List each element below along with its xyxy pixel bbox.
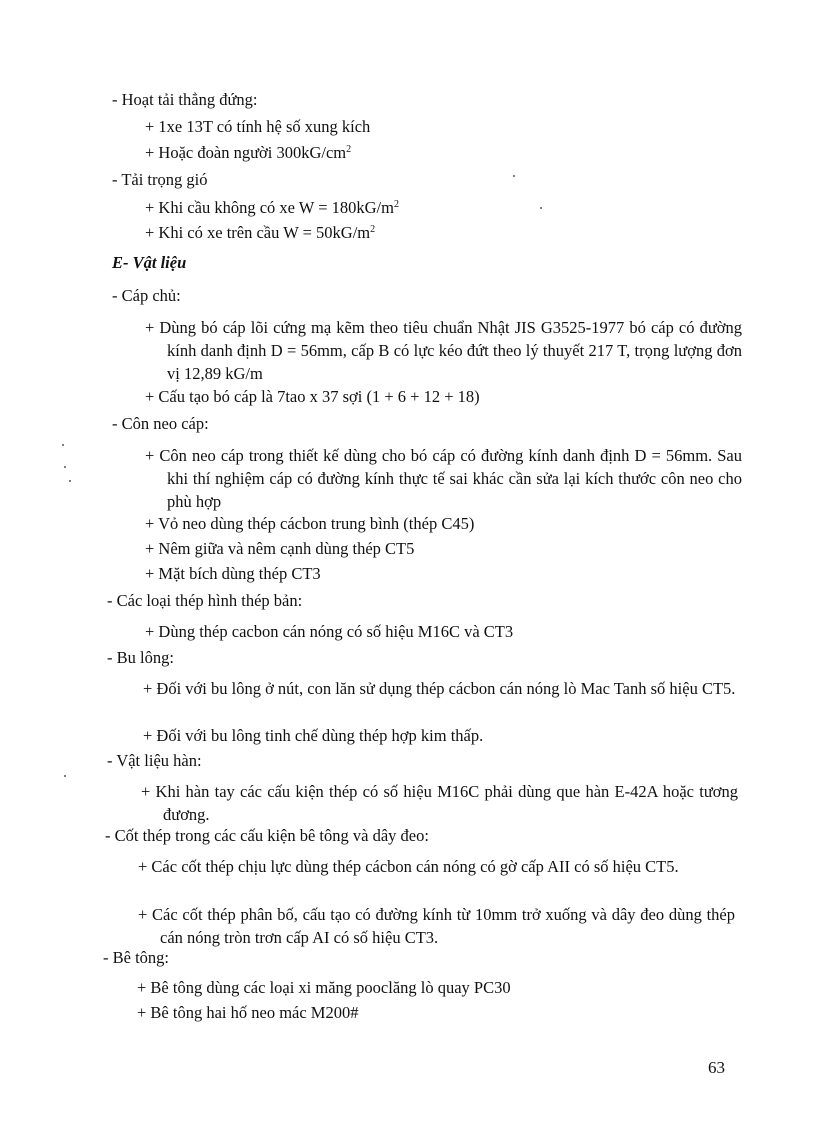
paragraph: + Khi hàn tay các cấu kiện thép có số hiệu M16C phải dùng que hàn E-42A hoặc tương đương. [141,782,738,824]
text-line: + Mặt bích dùng thép CT3 [145,564,321,583]
text-line: + Cấu tạo bó cáp là 7tao x 37 sợi (1 + 6 + 12 + 18) [145,387,480,406]
scan-speck [64,466,66,468]
paragraph: + Côn neo cáp trong thiết kế dùng cho bó cáp có đường kính danh định D = 56mm. Sau khi thí nghiệm cáp có đường kính thực tế sai khác cần sửa lại kích thước côn neo cho phù hợp [145,446,742,511]
text-line: - Bu lông: [107,648,174,667]
text-line: - Hoạt tải thẳng đứng: [112,90,258,109]
scan-speck [540,207,542,209]
text-line: + Nêm giữa và nêm cạnh dùng thép CT5 [145,539,415,558]
text-line: + Hoặc đoàn người $300kG/cm^2$ [145,143,352,162]
text-line: - Các loại thép hình thép bản: [107,591,303,610]
text-line: - Côn neo cáp: [112,414,209,433]
text-line: + Khi cầu không có xe $W = 180kG/m^2$ [145,198,399,217]
text-line: + Vỏ neo dùng thép cácbon trung bình (thép C45) [145,514,475,533]
paragraph: + Các cốt thép chịu lực dùng thép cácbon cán nóng có gờ cấp AII có số hiệu CT5. [138,857,679,876]
scan-speck [64,775,66,777]
page-number: 63 [708,1058,725,1077]
text-line: - Tải trọng gió [112,170,208,189]
text-line: + Khi có xe trên cầu $W = 50kG/m^2$ [145,223,376,242]
scan-speck [513,175,515,177]
text-line: - Cáp chủ: [112,286,181,305]
text-line: + Bê tông dùng các loại xi măng pooclăng lò quay PC30 [137,978,511,997]
paragraph: + Các cốt thép phân bố, cấu tạo có đường kính từ 10mm trở xuống và dây đeo dùng thép cán nóng tròn trơn cấp AI có số hiệu CT3. [138,905,735,947]
section-heading: E- Vật liệu [112,253,187,272]
text-line: + Bê tông hai hố neo mác M200# [137,1003,359,1022]
text-line: + Đối với bu lông tinh chế dùng thép hợp kim thấp. [143,726,484,745]
text-line: + 1xe 13T có tính hệ số xung kích [145,117,371,136]
paragraph: + Dùng bó cáp lõi cứng mạ kẽm theo tiêu chuẩn Nhật JIS G3525-1977 bó cáp có đường kính danh định D = 56mm, cấp B có lực kéo đứt theo lý thuyết 217 T, trọng lượng đơn vị 12,89 kG/m [145,318,742,383]
text-line: - Cốt thép trong các cấu kiện bê tông và dây đeo: [105,826,429,845]
text-line: - Vật liệu hàn: [107,751,202,770]
text-line: - Bê tông: [103,948,169,967]
text-line: + Dùng thép cacbon cán nóng có số hiệu M16C và CT3 [145,622,514,641]
scan-speck [69,480,71,482]
paragraph: + Đối với bu lông ở nút, con lăn sử dụng thép cácbon cán nóng lò Mac Tanh số hiệu CT5. [143,679,736,698]
scan-speck [62,444,64,446]
